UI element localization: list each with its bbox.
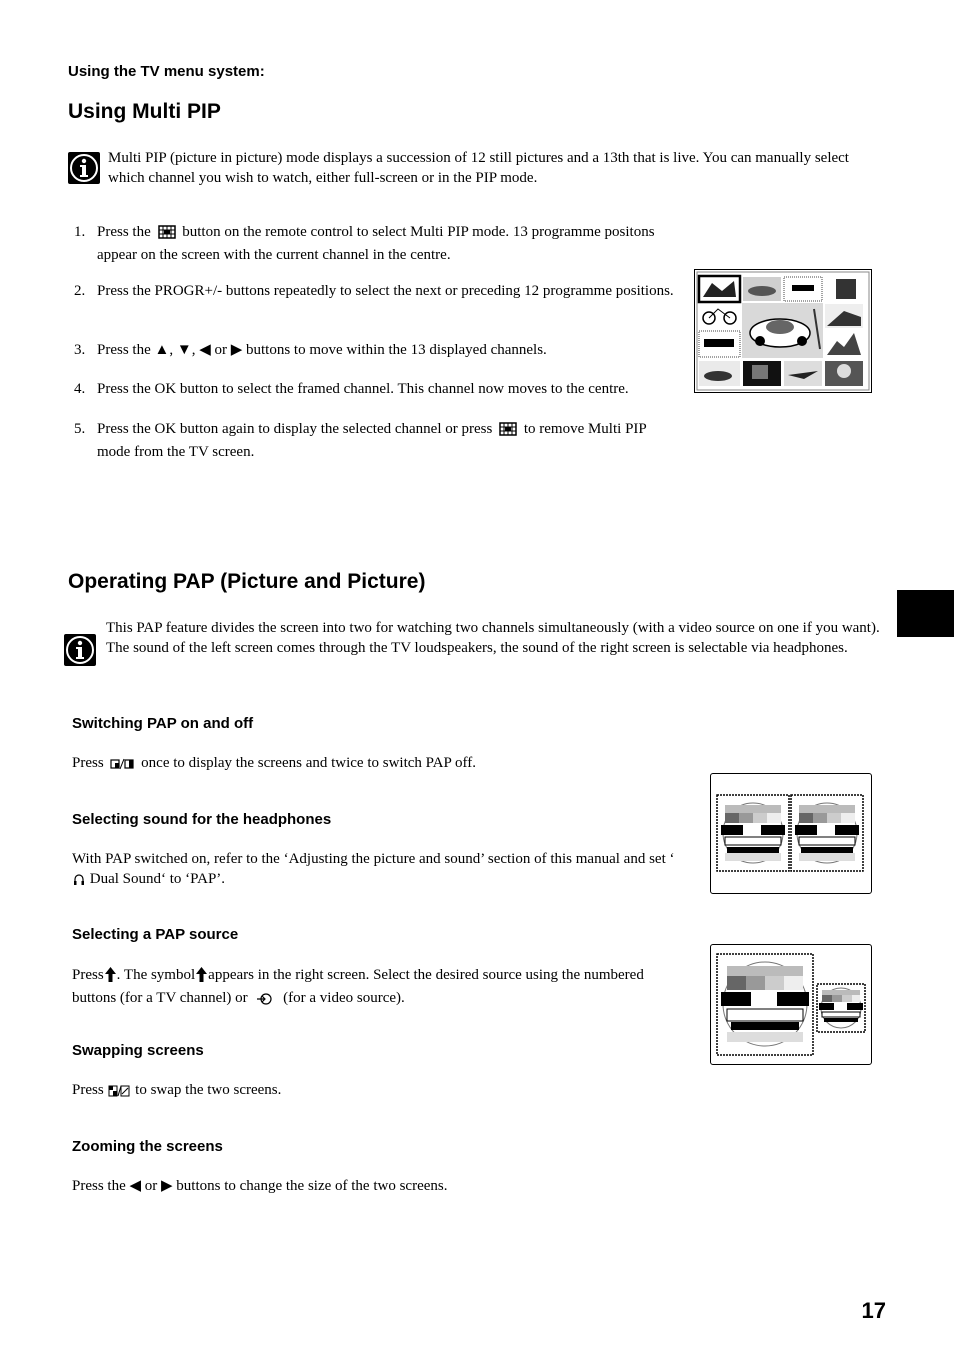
pap-source-illustration — [710, 944, 872, 1065]
pap-title: Operating PAP (Picture and Picture) — [68, 570, 426, 593]
headphones-icon — [73, 872, 85, 892]
zoom-heading: Zooming the screens — [72, 1138, 223, 1155]
video-input-icon — [257, 991, 273, 1011]
swap-text: Press to swap the two screens. — [72, 1080, 687, 1103]
sound-text: With PAP switched on, refer to the ‘Adjusting the picture and sound’ section of this manual and set ‘ Dual Sound‘ to ‘PAP’. — [72, 849, 687, 892]
multi-pip-steps — [68, 222, 683, 462]
page-edge-tab — [897, 590, 954, 637]
pap-button-icon — [110, 756, 134, 776]
step-item: 4. Press the OK button to select the framed channel. This channel now moves to the centre. — [74, 381, 629, 397]
multi-pip-button-icon — [158, 225, 176, 245]
section-kicker: Using the TV menu system: — [68, 63, 265, 80]
multi-pip-button-icon — [499, 422, 517, 442]
multi-pip-intro: Multi PIP (picture in picture) mode displays a succession of 12 still pictures and a 13th that is live. You can manually select which channel you wish to watch, either full-screen or in the PIP mode. — [108, 150, 849, 186]
step-item: 1. Press the button on the remote control to select Multi PIP mode. 13 programme positons appear on the screen with the current channel in the centre. — [74, 224, 655, 263]
pap-intro: This PAP feature divides the screen into two for watching two channels simultaneously (with a video source on one if you want). The sound of the left screen comes through the TV loudspeakers, the sound of the right screen is selectable via headphones. — [106, 620, 880, 656]
info-icon — [64, 634, 96, 666]
switching-text: Press once to display the screens and twice to switch PAP off. — [72, 753, 682, 776]
step-item: 3. Press the ▲, ▼, ◀ or ▶ buttons to move within the 13 displayed channels. — [74, 342, 547, 358]
page-number: 17 — [861, 1298, 886, 1323]
step-item: 5. Press the OK button again to display the selected channel or press to remove Multi PIP mode from the TV screen. — [74, 421, 647, 460]
arrow-up-icon — [105, 967, 116, 988]
zoom-text: Press the ◀ or ▶ buttons to change the size of the two screens. — [72, 1178, 448, 1194]
arrow-up-icon — [196, 967, 207, 988]
source-text: Press . The symbol appears in the right screen. Select the desired source using the numbered buttons (for a TV channel) or (for a video source). — [72, 965, 687, 1011]
sound-heading: Selecting sound for the headphones — [72, 811, 332, 828]
source-heading: Selecting a PAP source — [72, 926, 239, 943]
swap-screens-icon — [108, 1083, 130, 1103]
step-item: 2. Press the PROGR+/- buttons repeatedly to select the next or preceding 12 programme positions. — [74, 283, 674, 299]
swap-heading: Swapping screens — [72, 1042, 204, 1059]
switching-heading: Switching PAP on and off — [72, 715, 254, 732]
multi-pip-title: Using Multi PIP — [68, 100, 221, 123]
info-icon — [68, 152, 100, 184]
multi-pip-illustration — [694, 269, 872, 393]
pap-equal-screens-illustration — [710, 773, 872, 894]
